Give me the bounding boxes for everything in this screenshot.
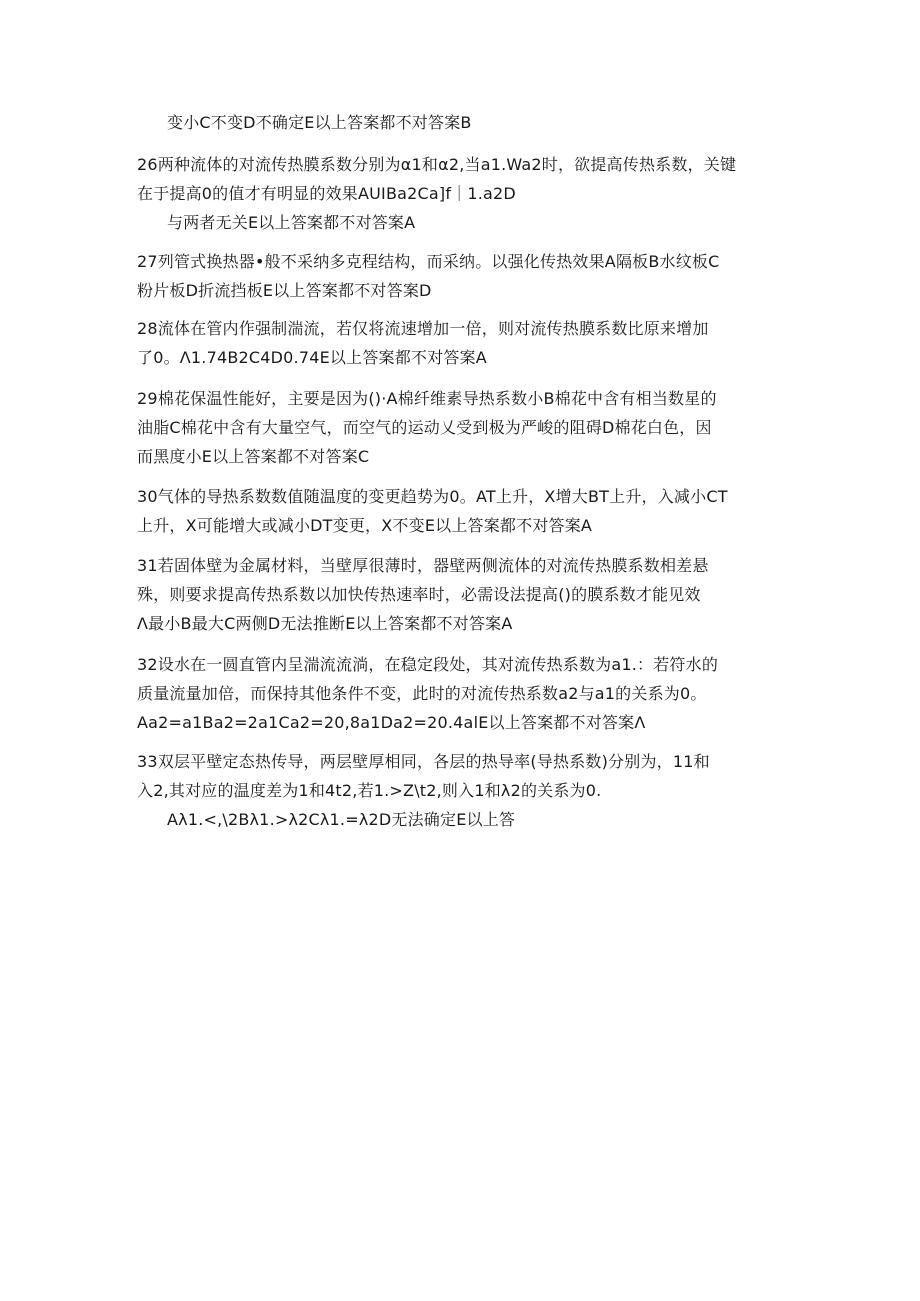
question-27 — [137, 247, 787, 305]
question-text-line: 26两种流体的对流传热膜系数分别为α1和α2,当a1.Wa2时，欲提高传热系数，关键 — [137, 155, 737, 174]
question-text-line: 28流体在管内作强制湍流，若仅将流速增加一倍，则对流传热膜系数比原来增加 — [137, 319, 709, 338]
question-text-line: 与两者无关E以上答案都不对答案A — [167, 213, 416, 232]
question-text-line: 入2,其对应的温度差为1和4t2,若1.>Z\t2,则入1和λ2的关系为0. — [137, 781, 602, 800]
question-28 — [137, 314, 787, 372]
question-32 — [137, 650, 787, 737]
question-text-line: Λ最小B最大C两侧D无法推断E以上答案都不对答案A — [137, 614, 513, 633]
question-text-line: 变小C不变D不确定E以上答案都不对答案B — [167, 113, 472, 132]
question-text-line: 31若固体壁为金属材料，当壁厚很薄时，器壁两侧流体的对流传热膜系数相差悬 — [137, 556, 709, 575]
question-text-line: Aa2=a1Ba2=2a1Ca2=20,8a1Da2=20.4alE以上答案都不对答案Λ — [137, 713, 646, 732]
question-text-line: 上升，X可能增大或减小DT变更，X不变E以上答案都不对答案A — [137, 516, 593, 535]
question-text-line: 27列管式换热器•般不采纳多克程结构，而采纳。以强化传热效果A隔板B水纹板C — [137, 252, 720, 271]
question-text-line: 33双层平壁定态热传导，两层壁厚相同，各层的热导率(导热系数)分别为，11和 — [137, 752, 710, 771]
question-text-line: 粉片板D折流挡板E以上答案都不对答案D — [137, 281, 432, 300]
question-text-line: 32设水在一圆直管内呈湍流流淌，在稳定段处，其对流传热系数为a1.：若符水的 — [137, 655, 719, 674]
question-29 — [137, 384, 787, 471]
question-text-line: 29棉花保温性能好，主要是因为()·A棉纤维素导热系数小B棉花中含有相当数星的 — [137, 389, 717, 408]
question-30 — [137, 482, 787, 540]
question-text-line: 而黑度小E以上答案都不对答案C — [137, 447, 370, 466]
question-text-line: 殊，则要求提高传热系数以加快传热速率时，必需设法提高()的膜系数才能见效 — [137, 585, 701, 604]
question-text-line: Aλ1.<,\2Bλ1.>λ2Cλ1.=λ2D无法确定E以上答 — [167, 810, 516, 829]
question-26 — [137, 150, 787, 237]
question-text-line: 在于提高0的值才有明显的效果AUIBa2Ca]f｜1.a2D — [137, 184, 516, 203]
question-text-line: 油脂C棉花中含有大量空气，而空气的运动乂受到极为严峻的阻碍D棉花白色，因 — [137, 418, 712, 437]
question-33 — [137, 747, 787, 834]
question-text-line: 30气体的导热系数数值随温度的变更趋势为0。AT上升，X增大BT上升，入减小CT — [137, 487, 728, 506]
question-31 — [137, 551, 787, 638]
question-text-line: 了0。Λ1.74B2C4D0.74E以上答案都不对答案A — [137, 348, 487, 367]
question-text-line: 质量流量加倍，而保持其他条件不变，此时的对流传热系数a2与a1的关系为0。 — [137, 684, 707, 703]
question-25-tail — [137, 108, 787, 137]
